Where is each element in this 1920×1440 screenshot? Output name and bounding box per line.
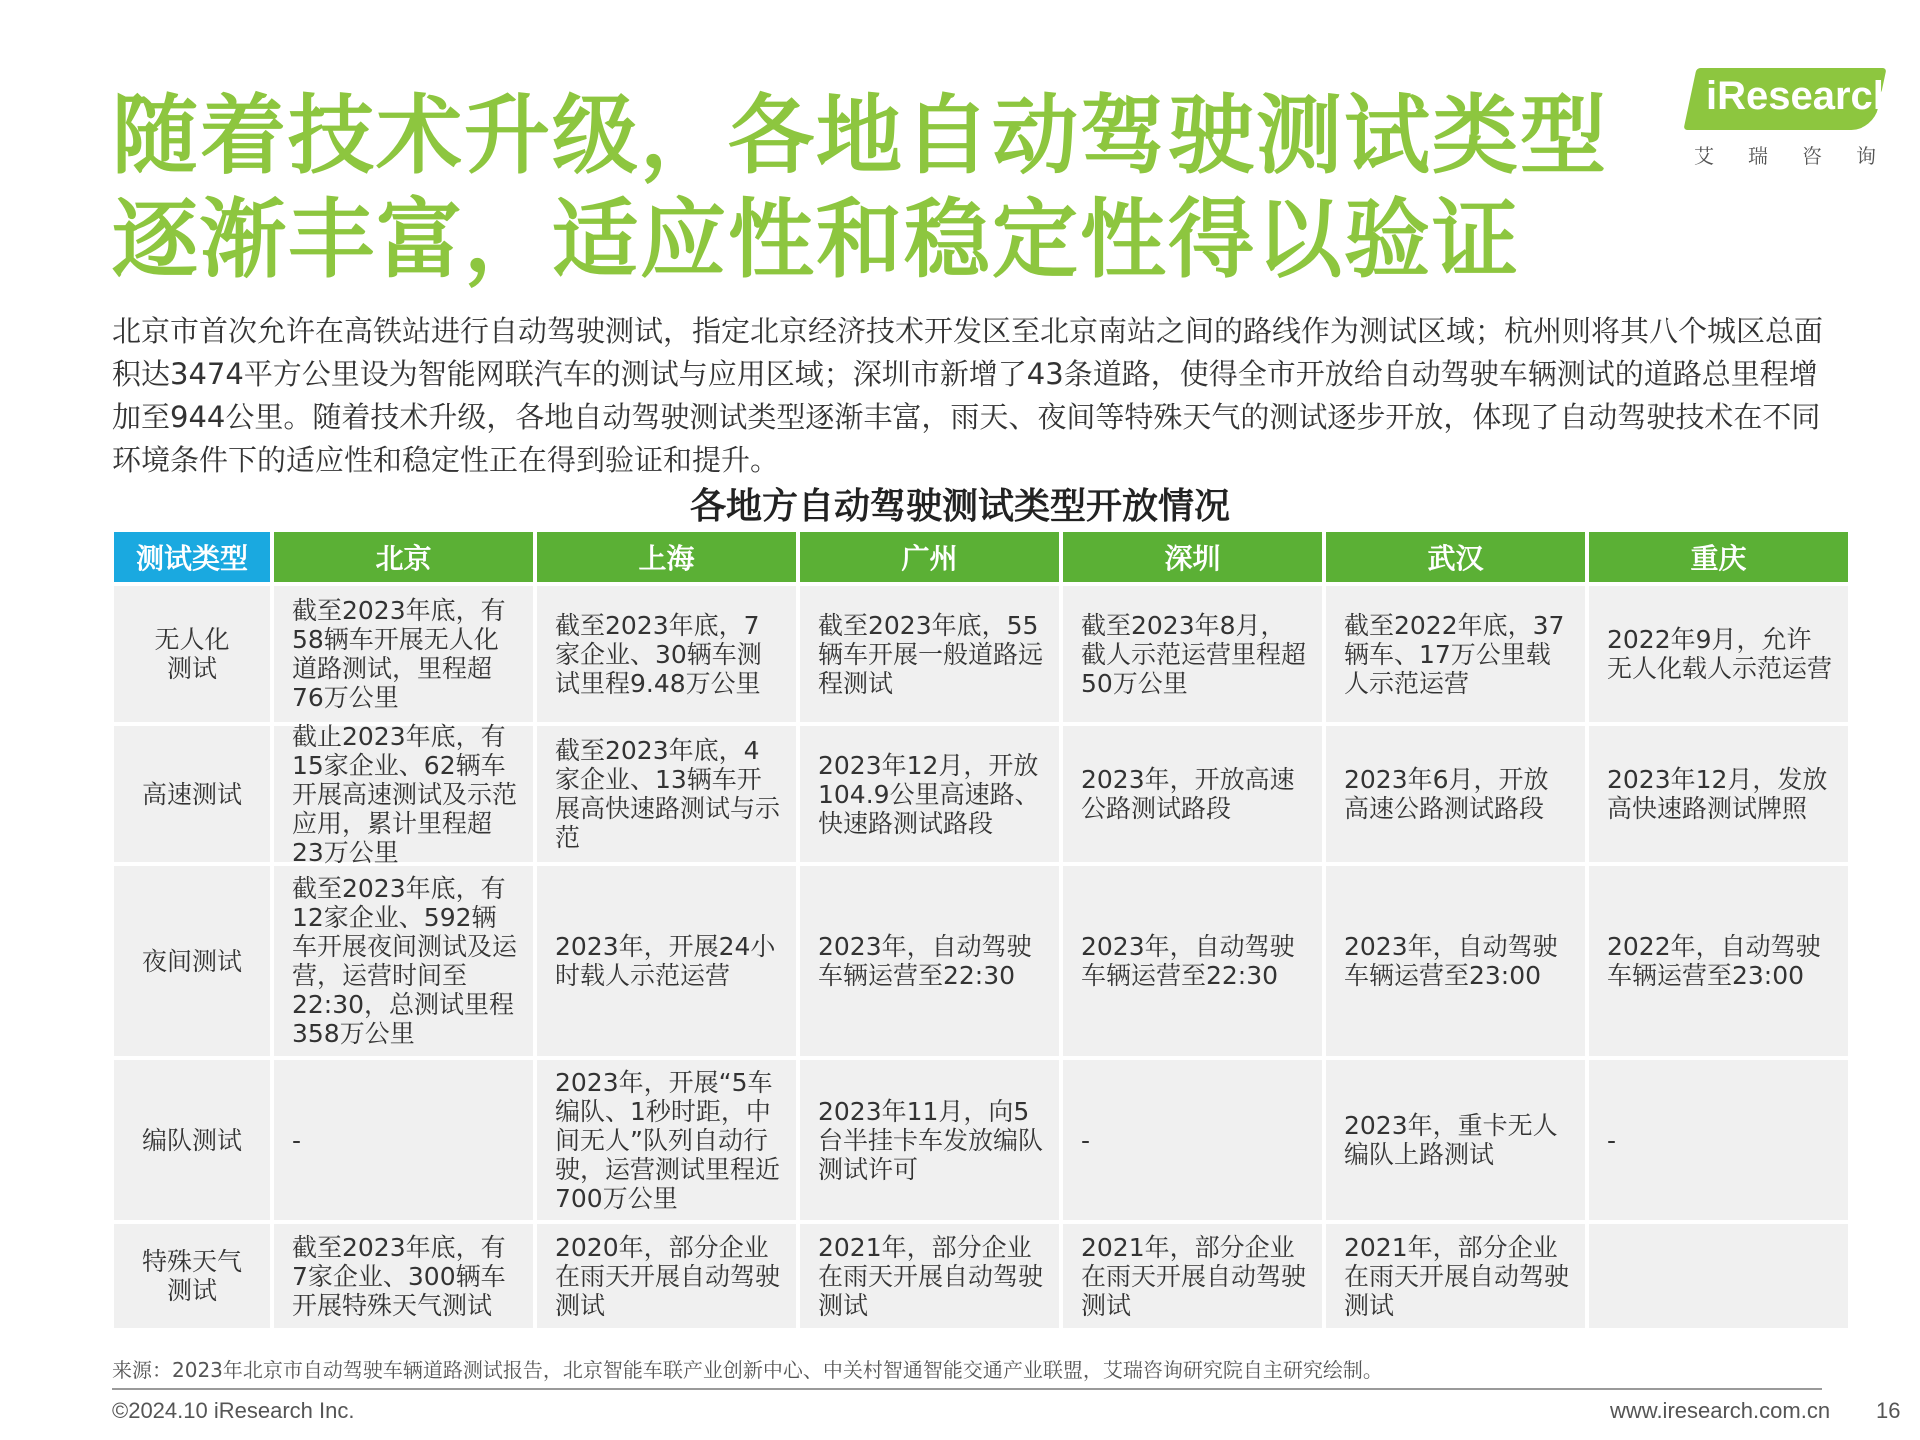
source-note: 来源：2023年北京市自动驾驶车辆道路测试报告，北京智能车联产业创新中心、中关村智通智能交通产业联盟，艾瑞咨询研究院自主研究绘制。 xyxy=(112,1358,1383,1382)
table-cell: 2023年，开展“5车编队、1秒时距，中间无人”队列自动行驶，运营测试里程近700万公里 xyxy=(537,1060,796,1220)
row-label-highway: 高速测试 xyxy=(114,726,270,862)
logo-brand: iResearch xyxy=(1706,74,1898,118)
row-label-platoon: 编队测试 xyxy=(114,1060,270,1220)
table-title: 各地方自动驾驶测试类型开放情况 xyxy=(689,486,1230,527)
row-label-night: 夜间测试 xyxy=(114,866,270,1056)
logo-subtitle: 艾瑞咨询 xyxy=(1694,144,1910,168)
table-cell xyxy=(1589,1224,1848,1328)
table-cell: - xyxy=(274,1060,533,1220)
table-cell: 2023年11月，向5台半挂卡车发放编队测试许可 xyxy=(800,1060,1059,1220)
table-cell: 2021年，部分企业在雨天开展自动驾驶测试 xyxy=(1063,1224,1322,1328)
table-cell: 截至2023年底，55辆车开展一般道路远程测试 xyxy=(800,586,1059,722)
table-cell: 2023年，自动驾驶车辆运营至22:30 xyxy=(800,866,1059,1056)
table-cell: - xyxy=(1063,1060,1322,1220)
table-cell: 截至2022年底，37辆车、17万公里载人示范运营 xyxy=(1326,586,1585,722)
table-cell: 截至2023年8月，截人示范运营里程超50万公里 xyxy=(1063,586,1322,722)
iresearch-logo xyxy=(1690,68,1910,168)
table-cell: 2023年12月，发放高快速路测试牌照 xyxy=(1589,726,1848,862)
header-wuhan: 武汉 xyxy=(1326,532,1585,582)
footer-divider xyxy=(112,1388,1822,1390)
intro-paragraph: 北京市首次允许在高铁站进行自动驾驶测试，指定北京经济技术开发区至北京南站之间的路线作为测试区域；杭州则将其八个城区总面积达3474平方公里设为智能网联汽车的测试与应用区域；深圳市新增了43条道路，使得全市开放给自动驾驶车辆测试的道路总里程增加至944公里。随着技术升级，各地自动驾驶测试类型逐渐丰富，雨天、夜间等特殊天气的测试逐步开放，体现了自动驾驶技术在不同环境条件下的适应性和稳定性正在得到验证和提升。 xyxy=(112,314,1824,477)
table-cell: 2023年，开放高速公路测试路段 xyxy=(1063,726,1322,862)
table-cell: 2022年9月，允许无人化载人示范运营 xyxy=(1589,586,1848,722)
table-cell: 2020年，部分企业在雨天开展自动驾驶测试 xyxy=(537,1224,796,1328)
table-cell: - xyxy=(1589,1060,1848,1220)
header-chongqing: 重庆 xyxy=(1589,532,1848,582)
row-label-unmanned: 无人化 测试 xyxy=(114,586,270,722)
table-cell: 2021年，部分企业在雨天开展自动驾驶测试 xyxy=(1326,1224,1585,1328)
header-guangzhou: 广州 xyxy=(800,532,1059,582)
header-shanghai: 上海 xyxy=(537,532,796,582)
table-cell: 截至2023年底，7家企业、30辆车测试里程9.48万公里 xyxy=(537,586,796,722)
header-test-type: 测试类型 xyxy=(114,532,270,582)
page-number: 16 xyxy=(1876,1398,1901,1423)
table-cell: 2023年，重卡无人编队上路测试 xyxy=(1326,1060,1585,1220)
test-type-table xyxy=(114,532,1833,1328)
header-beijing: 北京 xyxy=(274,532,533,582)
table-cell: 截至2023年底，有7家企业、300辆车开展特殊天气测试 xyxy=(274,1224,533,1328)
website-link[interactable]: www.iresearch.com.cn xyxy=(1610,1398,1831,1423)
header-shenzhen: 深圳 xyxy=(1063,532,1322,582)
page-title xyxy=(112,84,1612,292)
table-cell: 2023年，自动驾驶车辆运营至23:00 xyxy=(1326,866,1585,1056)
row-label-special-weather: 特殊天气 测试 xyxy=(114,1224,270,1328)
table-cell: 截至2023年底，有12家企业、592辆车开展夜间测试及运营，运营时间至22:30，总测试里程358万公里 xyxy=(274,866,533,1056)
title-line-2: 逐渐丰富，适应性和稳定性得以验证 xyxy=(112,190,1520,290)
table-cell: 截至2023年底，有58辆车开展无人化道路测试，里程超76万公里 xyxy=(274,586,533,722)
table-cell: 截至2023年底，4家企业、13辆车开展高快速路测试与示范 xyxy=(537,726,796,862)
title-line-1: 随着技术升级，各地自动驾驶测试类型 xyxy=(112,86,1608,186)
table-cell: 2023年，开展24小时载人示范运营 xyxy=(537,866,796,1056)
table-cell: 2022年，自动驾驶车辆运营至23:00 xyxy=(1589,866,1848,1056)
copyright: ©2024.10 iResearch Inc. xyxy=(112,1398,355,1423)
table-cell: 2023年6月，开放高速公路测试路段 xyxy=(1326,726,1585,862)
table-cell: 2021年，部分企业在雨天开展自动驾驶测试 xyxy=(800,1224,1059,1328)
table-cell: 2023年，自动驾驶车辆运营至22:30 xyxy=(1063,866,1322,1056)
table-cell: 2023年12月，开放104.9公里高速路、快速路测试路段 xyxy=(800,726,1059,862)
table-cell: 截止2023年底，有15家企业、62辆车开展高速测试及示范应用，累计里程超23万公里 xyxy=(274,726,533,862)
